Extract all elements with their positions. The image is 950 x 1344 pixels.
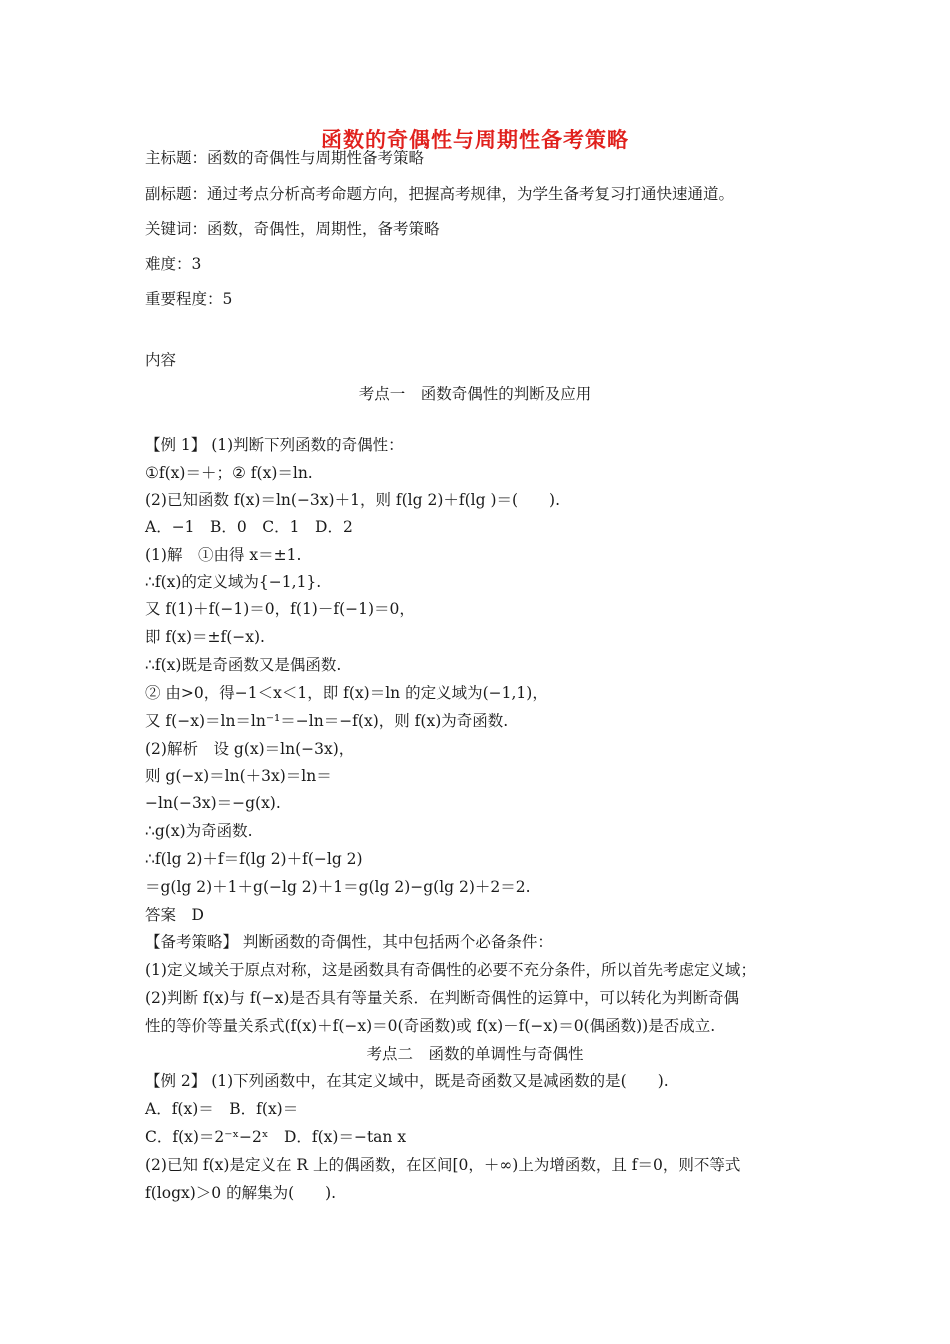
keywords-line: 关键词：函数，奇偶性，周期性，备考策略 (145, 220, 440, 238)
main-title-line: 主标题：函数的奇偶性与周期性备考策略 (145, 149, 425, 167)
s1-line-7: 即 f(x)＝±f(−x). (145, 628, 265, 646)
s1-line-8: ∴f(x)既是奇函数又是偶函数. (145, 656, 342, 674)
s1-line-17: 答案 D (145, 906, 204, 924)
s1-line-15: ∴f(lg 2)＋f＝f(lg 2)＋f(−lg 2) (145, 850, 363, 868)
s1-line-2: (2)已知函数 f(x)＝ln(−3x)＋1，则 f(lg 2)＋f(lg )＝( ). (145, 491, 561, 509)
subtitle-line: 副标题：通过考点分析高考命题方向，把握高考规律，为学生备考复习打通快速通道。 (145, 185, 735, 203)
difficulty-line: 难度：3 (145, 255, 202, 273)
s2-line-0: 【例 2】 (1)下列函数中，在其定义域中，既是奇函数又是减函数的是( ). (145, 1072, 669, 1090)
s1-line-5: ∴f(x)的定义域为{−1,1}. (145, 573, 322, 591)
s2-line-4: f(logx)＞0 的解集为( ). (145, 1184, 337, 1202)
s1-line-4: (1)解 ①由得 x＝±1. (145, 546, 302, 564)
document-title: 函数的奇偶性与周期性备考策略 (321, 128, 629, 152)
s1-line-19: (1)定义域关于原点对称，这是函数具有奇偶性的必要不充分条件，所以首先考虑定义域； (145, 961, 756, 979)
s1-line-13: −ln(−3x)＝−g(x). (145, 794, 281, 812)
section2-heading: 考点二 函数的单调性与奇偶性 (366, 1045, 584, 1063)
s2-line-1: A．f(x)＝ B．f(x)＝ (145, 1100, 299, 1118)
s2-line-3: (2)已知 f(x)是定义在 R 上的偶函数，在区间[0，＋∞)上为增函数，且 f＝0，则不等式 (145, 1156, 741, 1174)
s1-line-3: A．−1 B．0 C．1 D．2 (145, 518, 353, 536)
importance-line: 重要程度：5 (145, 290, 233, 308)
s1-line-10: 又 f(−x)＝ln＝ln⁻¹＝−ln＝−f(x)，则 f(x)为奇函数. (145, 712, 509, 730)
s1-line-0: 【例 1】 (1)判断下列函数的奇偶性： (145, 436, 404, 454)
s1-line-9: ② 由>0，得−1＜x＜1，即 f(x)＝ln 的定义域为(−1,1)， (145, 684, 548, 702)
s1-line-16: ＝g(lg 2)＋1＋g(−lg 2)＋1＝g(lg 2)−g(lg 2)＋2＝2. (145, 878, 531, 896)
content-label: 内容 (145, 351, 177, 369)
s1-line-14: ∴g(x)为奇函数. (145, 822, 253, 840)
s1-line-12: 则 g(−x)＝ln(＋3x)＝ln＝ (145, 767, 332, 785)
s1-line-18: 【备考策略】 判断函数的奇偶性，其中包括两个必备条件： (145, 933, 553, 951)
s1-line-11: (2)解析 设 g(x)＝ln(−3x)， (145, 740, 355, 758)
s1-line-1: ①f(x)＝＋；② f(x)＝ln. (145, 464, 313, 482)
s1-line-21: 性的等价等量关系式(f(x)＋f(−x)＝0(奇函数)或 f(x)－f(−x)＝0(偶函数))是否成立. (145, 1017, 716, 1035)
s1-line-20: (2)判断 f(x)与 f(−x)是否具有等量关系．在判断奇偶性的运算中，可以转化为判断奇偶 (145, 989, 739, 1007)
s2-line-2: C．f(x)＝2⁻ˣ−2ˣ D．f(x)＝−tan x (145, 1128, 407, 1146)
s1-line-6: 又 f(1)＋f(−1)＝0，f(1)－f(−1)＝0， (145, 600, 415, 618)
section1-heading: 考点一 函数奇偶性的判断及应用 (358, 385, 592, 403)
